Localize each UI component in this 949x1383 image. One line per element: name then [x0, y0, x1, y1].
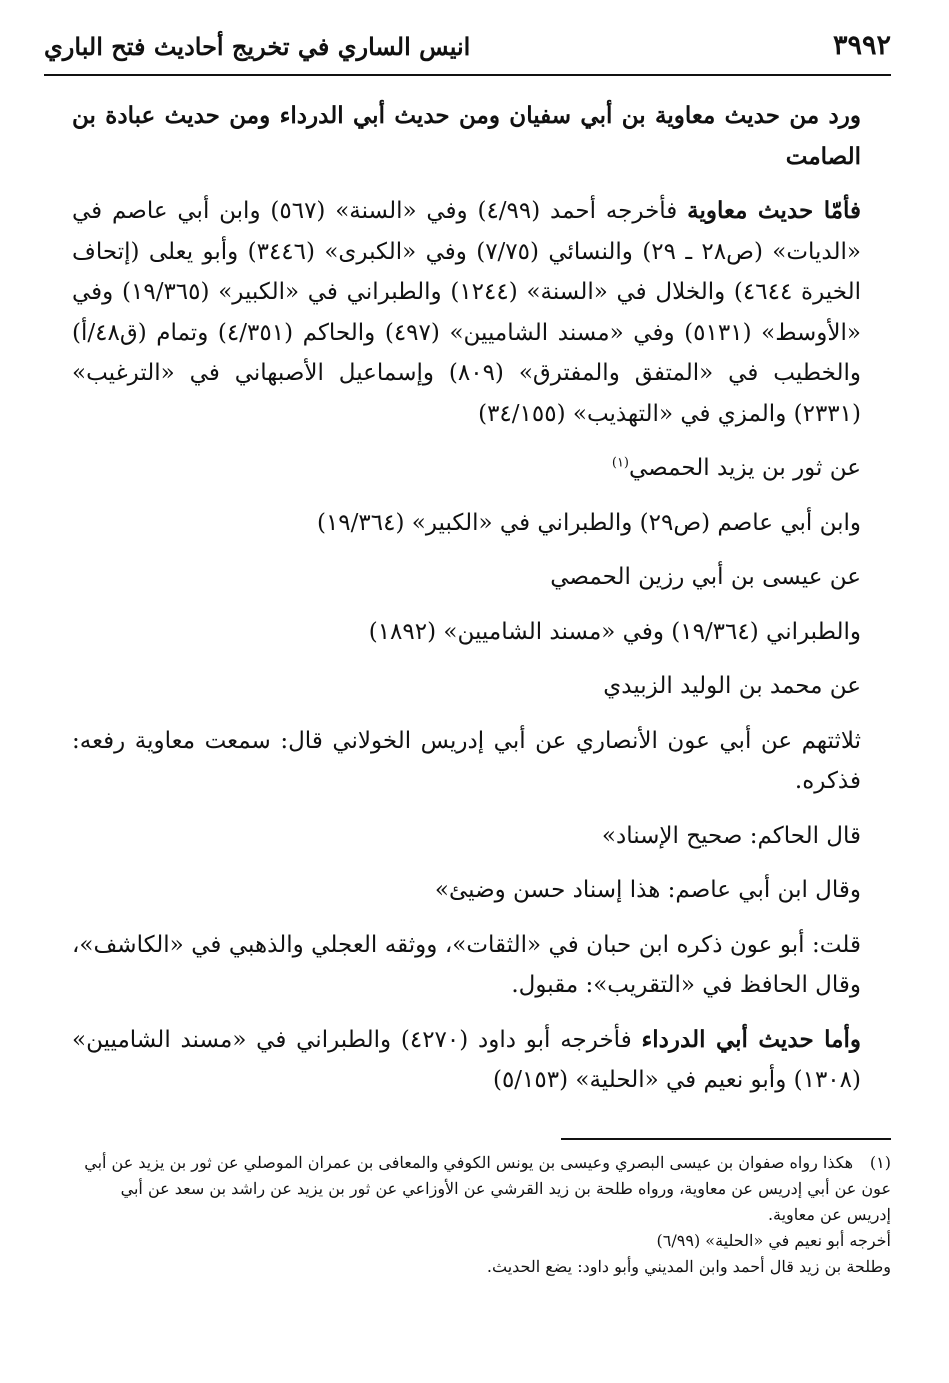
thalathatuhum-paragraph: ثلاثتهم عن أبي عون الأنصاري عن أبي إدريس الخولاني قال: سمعت معاوية رفعه: فذكره.: [72, 727, 861, 794]
footnote-1: [72, 1150, 891, 1228]
abu-darda-lead: وأما حديث أبي الدرداء: [641, 1025, 861, 1053]
chain-thawr: [72, 448, 891, 489]
footnote-divider: [561, 1138, 891, 1140]
chain-muhammad: عن محمد بن الوليد الزبيدي: [603, 673, 861, 699]
qultu-paragraph: قلت: أبو عون ذكره ابن حبان في «الثقات»، ووثقه العجلي والذهبي في «الكاشف»، وقال الحافظ في «التقريب»: مقبول.: [72, 931, 861, 998]
chain-isa: عن عيسى بن أبي رزين الحمصي: [550, 564, 861, 590]
footnote-marker: (١): [611, 455, 629, 471]
muawiya-lead: فأمّا حديث معاوية: [687, 197, 862, 224]
hakim-verdict: قال الحاكم: صحيح الإسناد»: [601, 822, 861, 849]
chain-ibn-abi-asim: وابن أبي عاصم (ص٢٩) والطبراني في «الكبير» (١٩/٣٦٤): [316, 509, 861, 536]
running-title: انيس الساري في تخريج أحاديث فتح الباري: [44, 32, 471, 61]
chain-tabarani: والطبراني (١٩/٣٦٤) وفي «مسند الشاميين» (١٨٩٢): [368, 618, 861, 645]
page-header: [44, 28, 891, 76]
footnote-1-text: هكذا رواه صفوان بن عيسى البصري وعيسى بن يونس الكوفي والمعافى بن عمران الموصلي عن ثور بن يزيد عن أبي عون عن أبي إدريس عن معاوية، ورواه طلحة بن زيد القرشي عن الأوزاعي عن ثور بن يزيد عن راشد بن سعد عن أبي إدريس عن معاوية.: [84, 1153, 891, 1224]
intro-paragraph: ورد من حديث معاوية بن أبي سفيان ومن حديث أبي الدرداء ومن حديث عبادة بن الصامت: [72, 102, 861, 170]
muawiya-paragraph: [72, 191, 891, 434]
muawiya-text: فأخرجه أحمد (٤/٩٩) وفي «السنة» (٥٦٧) وابن أبي عاصم في «الديات» (ص٢٨ ـ ٢٩) والنسائي (٧/٧٥) وفي «الكبرى» (٣٤٤٦) وأبو يعلى (إتحاف الخيرة ٤٦٤٤) والخلال في «السنة» (١٢٤٤) والطبراني في «الكبير» (١٩/٣٦٥) وفي «الأوسط» (٥١٣١) وفي «مسند الشاميين» (٤٩٧) والحاكم (٤/٣٥١) وتمام (ق٤٨/أ) والخطيب في «المتفق والمفترق» (٨٠٩) وإسماعيل الأصبهاني في «الترغيب» (٢٣٣١) والمزي في «التهذيب» (٣٤/١٥٥): [72, 198, 861, 427]
main-text: [72, 96, 891, 1101]
footnote-1-source: أخرجه أبو نعيم في «الحلية» (٦/٩٩): [656, 1231, 891, 1250]
page-number: ٣٩٩٢: [832, 30, 891, 61]
footnotes: [72, 1150, 891, 1280]
ibn-abi-asim-verdict: وقال ابن أبي عاصم: هذا إسناد حسن وضيئ»: [434, 877, 861, 903]
abu-darda-text: فأخرجه أبو داود (٤٢٧٠) والطبراني في «مسند الشاميين» (١٣٠٨) وأبو نعيم في «الحلية» (٥/١٥٣): [72, 1026, 861, 1093]
footnote-number: (١): [869, 1153, 891, 1172]
chain-thawr-text: عن ثور بن يزيد الحمصي: [629, 455, 861, 481]
abu-darda-paragraph: [72, 1020, 891, 1101]
footnote-1-note: وطلحة بن زيد قال أحمد وابن المديني وأبو داود: يضع الحديث.: [486, 1257, 891, 1276]
